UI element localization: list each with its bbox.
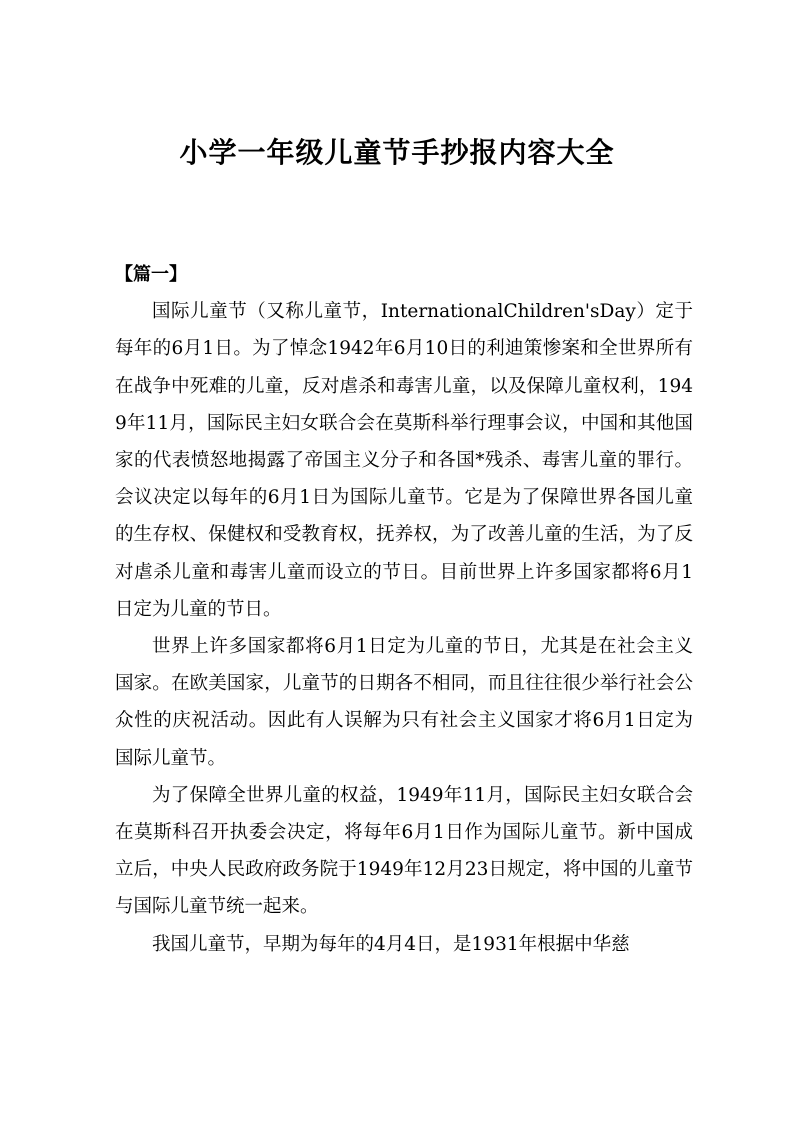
- paragraph-2: 世界上许多国家都将6月1日定为儿童的节日，尤其是在社会主义国家。在欧美国家，儿童节的日期各不相同，而且往往很少举行社会公众性的庆祝活动。因此有人误解为只有社会主义国家才将6月1日定为国际儿童节。: [115, 636, 693, 769]
- document-title: 小学一年级儿童节手抄报内容大全: [179, 136, 615, 169]
- paragraph-1: 国际儿童节（又称儿童节，InternationalChildren'sDay）定于每年的6月1日。为了悼念1942年6月10日的利迪策惨案和全世界所有在战争中死难的儿童，反对虐杀和毒害儿童，以及保障儿童权利，1949年11月，国际民主妇女联合会在莫斯科举行理事会议，中国和其他国家的代表愤怒地揭露了帝国主义分子和各国*残杀、毒害儿童的罪行。会议决定以每年的6月1日为国际儿童节。它是为了保障世界各国儿童的生存权、保健权和受教育权，抚养权，为了改善儿童的生活，为了反对虐杀儿童和毒害儿童而设立的节日。目前世界上许多国家都将6月1日定为儿童的节日。: [115, 301, 693, 620]
- section-heading: 【篇一】: [115, 264, 187, 285]
- paragraph-3: 为了保障全世界儿童的权益，1949年11月，国际民主妇女联合会在莫斯科召开执委会决定，将每年6月1日作为国际儿童节。新中国成立后，中央人民政府政务院于1949年12月23日规定，将中国的儿童节与国际儿童节统一起来。: [115, 784, 693, 918]
- paragraph-4: 我国儿童节，早期为每年的4月4日，是1931年根据中华慈: [152, 933, 630, 955]
- document-body: [115, 256, 693, 963]
